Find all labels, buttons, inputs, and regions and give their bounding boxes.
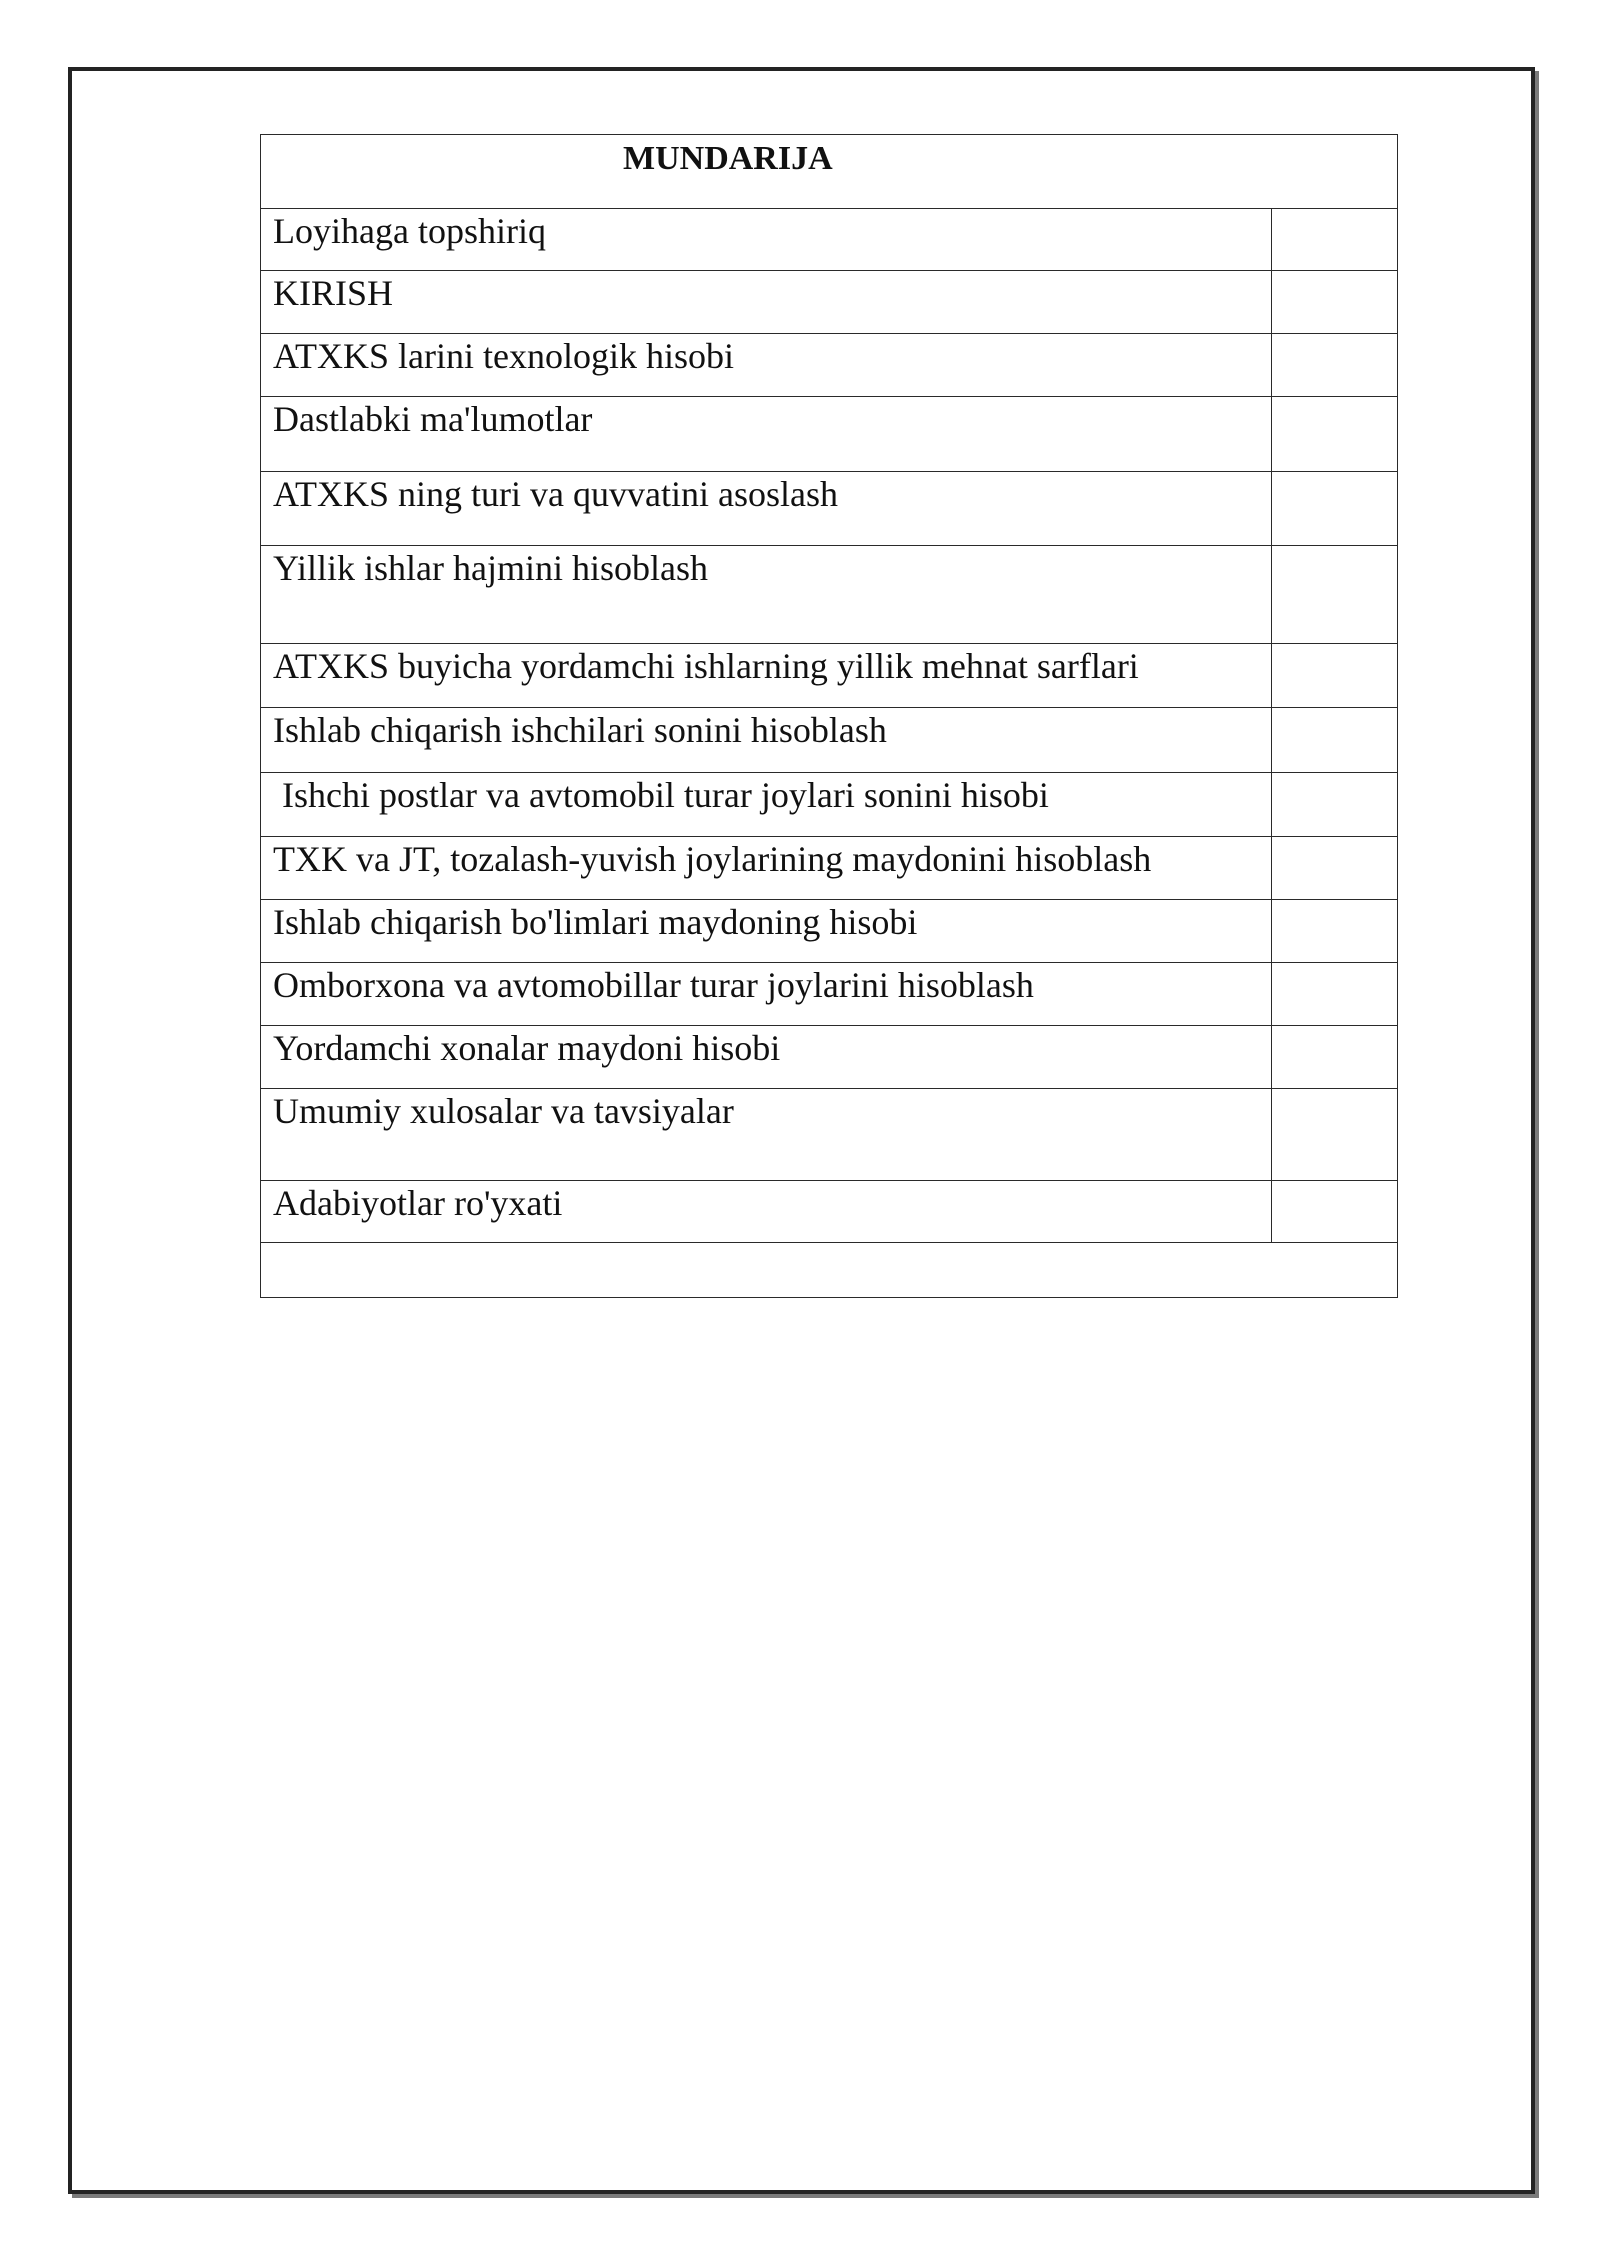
toc-entry-label: Yillik ishlar hajmini hisoblash	[261, 546, 1272, 644]
table-row	[261, 397, 1398, 472]
toc-entry-label: TXK va JT, tozalash-yuvish joylarining maydonini hisoblash	[261, 837, 1272, 900]
toc-entry-page	[1272, 1089, 1398, 1181]
table-row	[261, 773, 1398, 837]
toc-entry-page	[1272, 644, 1398, 708]
toc-entry-label: Dastlabki ma'lumotlar	[261, 397, 1272, 472]
toc-entry-page	[1272, 963, 1398, 1026]
toc-entry-page	[1272, 1181, 1398, 1243]
table-row	[261, 900, 1398, 963]
toc-entry-label: ATXKS buyicha yordamchi ishlarning yillik mehnat sarflari	[261, 644, 1272, 708]
toc-entry-page	[1272, 1026, 1398, 1089]
toc-entry-label: Adabiyotlar ro'yxati	[261, 1181, 1272, 1243]
toc-empty-cell	[261, 1243, 1398, 1298]
table-row	[261, 1181, 1398, 1243]
toc-entry-label: Umumiy xulosalar va tavsiyalar	[261, 1089, 1272, 1181]
toc-entry-label: Ishchi postlar va avtomobil turar joylari sonini hisobi	[261, 773, 1272, 837]
table-row	[261, 209, 1398, 271]
toc-empty-row	[261, 1243, 1398, 1298]
table-row	[261, 963, 1398, 1026]
table-of-contents	[260, 134, 1398, 1298]
toc-title-cell	[261, 135, 1398, 209]
toc-entry-page	[1272, 472, 1398, 546]
table-row	[261, 644, 1398, 708]
toc-entry-label: Ishlab chiqarish ishchilari sonini hisoblash	[261, 708, 1272, 773]
toc-entry-page	[1272, 773, 1398, 837]
toc-entry-label: ATXKS ning turi va quvvatini asoslash	[261, 472, 1272, 546]
toc-entry-page	[1272, 837, 1398, 900]
toc-entry-page	[1272, 334, 1398, 397]
toc-title: MUNDARIJA	[623, 140, 833, 177]
toc-title-row	[261, 135, 1398, 209]
table-row	[261, 472, 1398, 546]
toc-entry-page	[1272, 397, 1398, 472]
toc-entry-label: KIRISH	[261, 271, 1272, 334]
toc-entry-page	[1272, 900, 1398, 963]
table-row	[261, 546, 1398, 644]
table-row	[261, 271, 1398, 334]
toc-entry-label: ATXKS larini texnologik hisobi	[261, 334, 1272, 397]
toc-entry-page	[1272, 271, 1398, 334]
toc-entry-label: Omborxona va avtomobillar turar joylarini hisoblash	[261, 963, 1272, 1026]
toc-entry-label: Ishlab chiqarish bo'limlari maydoning hisobi	[261, 900, 1272, 963]
table-row	[261, 708, 1398, 773]
table-row	[261, 334, 1398, 397]
toc-entry-label: Yordamchi xonalar maydoni hisobi	[261, 1026, 1272, 1089]
toc-entry-label: Loyihaga topshiriq	[261, 209, 1272, 271]
toc-entry-page	[1272, 209, 1398, 271]
table-row	[261, 1026, 1398, 1089]
toc-entry-page	[1272, 708, 1398, 773]
table-row	[261, 837, 1398, 900]
toc-entry-page	[1272, 546, 1398, 644]
table-row	[261, 1089, 1398, 1181]
